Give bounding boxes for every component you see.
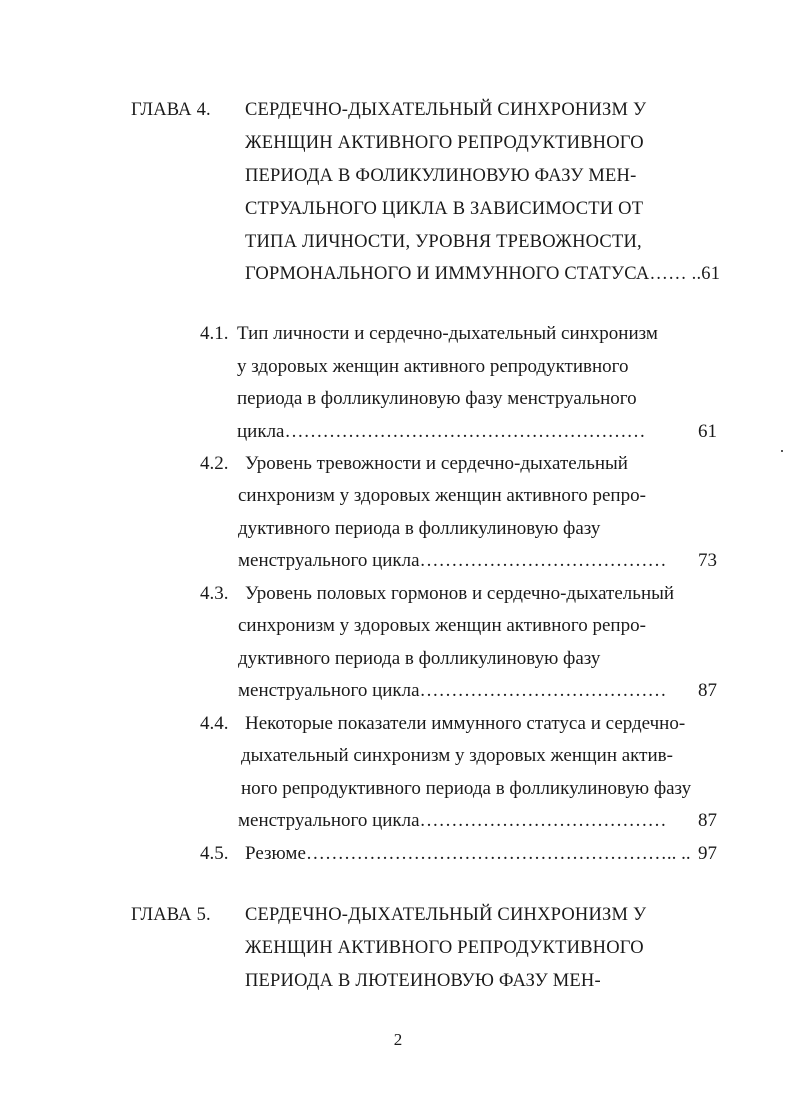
section-title-line: менструального цикла………………………………… <box>238 810 667 831</box>
chapter-4-label: ГЛАВА 4. <box>131 100 211 120</box>
scan-speck <box>781 450 783 452</box>
section-title-line: Резюме………………………………………………….. .. <box>245 843 691 864</box>
section-title-line: дуктивного периода в фолликулиновую фазу <box>238 518 601 539</box>
section-title-line: менструального цикла………………………………… <box>238 550 667 571</box>
page-number: 2 <box>393 1030 403 1049</box>
section-title-line: менструального цикла………………………………… <box>238 680 667 701</box>
section-page-number: 73 <box>698 550 717 571</box>
chapter-4-title-line: ТИПА ЛИЧНОСТИ, УРОВНЯ ТРЕВОЖНОСТИ, <box>245 232 642 252</box>
section-title-line: Тип личности и сердечно-дыхательный синхронизм <box>237 323 658 344</box>
section-number: 4.3. <box>200 583 229 604</box>
section-title-line: у здоровых женщин активного репродуктивного <box>237 356 629 377</box>
section-title-line: Уровень половых гормонов и сердечно-дыхательный <box>245 583 675 604</box>
section-title-line: цикла………………………………………………… <box>237 421 646 442</box>
chapter-5-label: ГЛАВА 5. <box>131 905 211 925</box>
section-page-number: 87 <box>698 810 717 831</box>
chapter-4-title-line: СЕРДЕЧНО-ДЫХАТЕЛЬНЫЙ СИНХРОНИЗМ У <box>245 100 647 120</box>
section-title-line: Некоторые показатели иммунного статуса и сердечно- <box>245 713 686 734</box>
section-number: 4.5. <box>200 843 229 864</box>
section-page-number: 61 <box>698 421 717 442</box>
section-title-line: синхронизм у здоровых женщин активного репро- <box>238 615 646 636</box>
section-page-number: 87 <box>698 680 717 701</box>
section-title-line: ного репродуктивного периода в фолликулиновую фазу <box>241 778 692 799</box>
section-title-line: синхронизм у здоровых женщин активного репро- <box>238 485 646 506</box>
section-number: 4.1. <box>200 323 229 344</box>
section-title-line: периода в фолликулиновую фазу менструального <box>237 388 637 409</box>
section-number: 4.4. <box>200 713 229 734</box>
section-number: 4.2. <box>200 453 229 474</box>
section-title-line: дыхательный синхронизм у здоровых женщин актив- <box>241 745 673 766</box>
section-title-line: дуктивного периода в фолликулиновую фазу <box>238 648 601 669</box>
chapter-4-title-line: ЖЕНЩИН АКТИВНОГО РЕПРОДУКТИВНОГО <box>245 133 644 153</box>
chapter-4-title-line: ГОРМОНАЛЬНОГО И ИММУННОГО СТАТУСА…… ..61 <box>245 264 721 284</box>
chapter-4-title-line: СТРУАЛЬНОГО ЦИКЛА В ЗАВИСИМОСТИ ОТ <box>245 199 644 219</box>
chapter-5-title-line: ПЕРИОДА В ЛЮТЕИНОВУЮ ФАЗУ МЕН- <box>245 971 601 991</box>
chapter-5-title-line: ЖЕНЩИН АКТИВНОГО РЕПРОДУКТИВНОГО <box>245 938 644 958</box>
section-page-number: 97 <box>698 843 717 864</box>
chapter-5-title-line: СЕРДЕЧНО-ДЫХАТЕЛЬНЫЙ СИНХРОНИЗМ У <box>245 905 647 925</box>
chapter-4-title-line: ПЕРИОДА В ФОЛИКУЛИНОВУЮ ФАЗУ МЕН- <box>245 166 637 186</box>
section-title-line: Уровень тревожности и сердечно-дыхательный <box>245 453 628 474</box>
